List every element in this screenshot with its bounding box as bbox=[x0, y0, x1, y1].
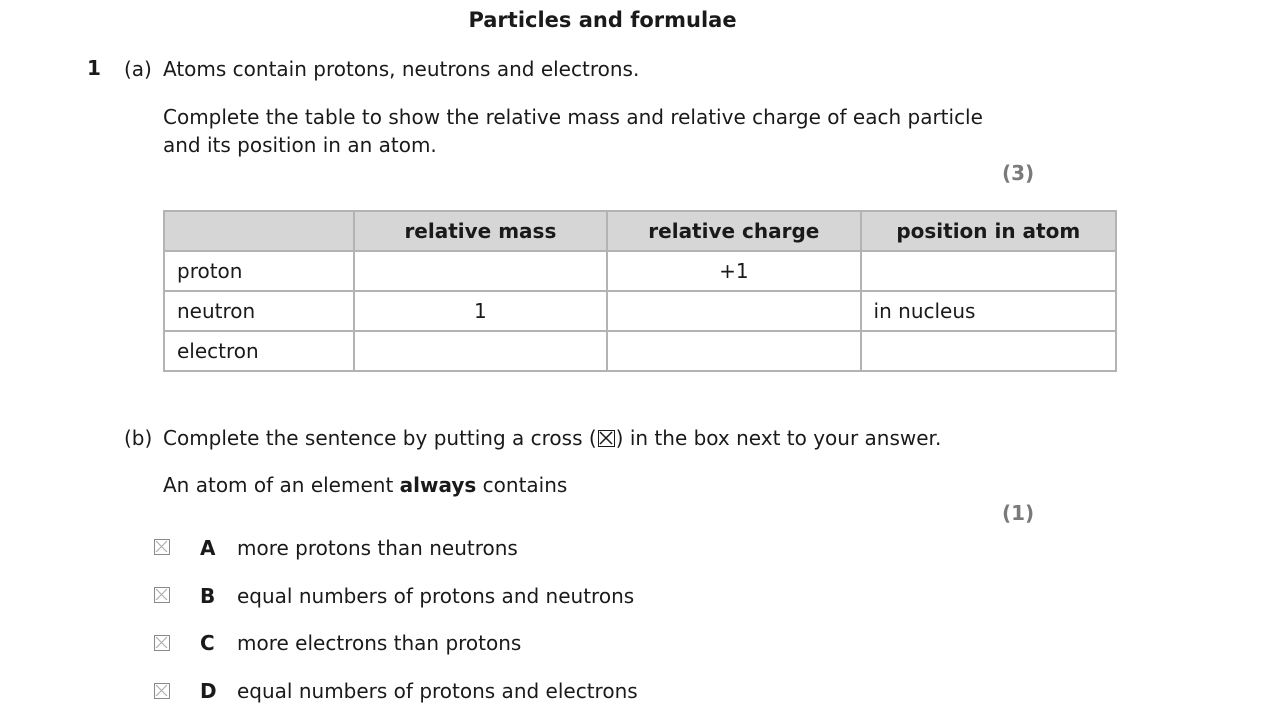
part-b-stem-before: An atom of an element bbox=[163, 473, 400, 497]
cell-proton-position[interactable] bbox=[861, 251, 1116, 291]
option-c-text: more electrons than protons bbox=[237, 631, 522, 655]
part-a-label: (a) bbox=[124, 57, 152, 81]
cell-electron-relative-charge[interactable] bbox=[607, 331, 860, 371]
option-d-checkbox[interactable] bbox=[154, 683, 170, 699]
header-relative-charge: relative charge bbox=[607, 211, 860, 251]
cell-neutron-relative-charge[interactable] bbox=[607, 291, 860, 331]
part-a-instruction-line1: Complete the table to show the relative mass and relative charge of each particle bbox=[163, 105, 983, 129]
part-b-instruction-after: ) in the box next to your answer. bbox=[615, 426, 942, 450]
part-b-stem-bold: always bbox=[399, 473, 477, 497]
table-row bbox=[164, 331, 1116, 371]
part-b-stem bbox=[163, 471, 567, 499]
crossed-box-icon bbox=[598, 430, 615, 447]
part-a-marks: (3) bbox=[1002, 161, 1035, 185]
table-row bbox=[164, 291, 1116, 331]
option-b-checkbox[interactable] bbox=[154, 587, 170, 603]
cell-neutron-relative-mass: 1 bbox=[354, 291, 607, 331]
header-relative-mass: relative mass bbox=[354, 211, 607, 251]
cell-electron-relative-mass[interactable] bbox=[354, 331, 607, 371]
option-b-letter: B bbox=[200, 584, 216, 608]
cell-particle-electron: electron bbox=[164, 331, 354, 371]
particle-table bbox=[163, 210, 1117, 372]
cell-neutron-position: in nucleus bbox=[861, 291, 1116, 331]
option-b-text: equal numbers of protons and neutrons bbox=[237, 584, 635, 608]
part-b-label: (b) bbox=[124, 426, 153, 450]
option-a-letter: A bbox=[200, 536, 216, 560]
table-header-row bbox=[164, 211, 1116, 251]
option-c-checkbox[interactable] bbox=[154, 635, 170, 651]
header-position-in-atom: position in atom bbox=[861, 211, 1116, 251]
part-b-instruction-before: Complete the sentence by putting a cross ( bbox=[163, 426, 597, 450]
cell-particle-neutron: neutron bbox=[164, 291, 354, 331]
question-number: 1 bbox=[87, 56, 101, 80]
option-d-text: equal numbers of protons and electrons bbox=[237, 679, 638, 703]
option-a-checkbox[interactable] bbox=[154, 539, 170, 555]
option-c-letter: C bbox=[200, 631, 215, 655]
cell-particle-proton: proton bbox=[164, 251, 354, 291]
part-b-stem-after: contains bbox=[476, 473, 568, 497]
option-a-text: more protons than neutrons bbox=[237, 536, 518, 560]
part-a-instruction-line2: and its position in an atom. bbox=[163, 133, 437, 157]
part-b-instruction bbox=[163, 424, 941, 452]
page-title: Particles and formulae bbox=[468, 8, 737, 32]
part-b-marks: (1) bbox=[1002, 501, 1035, 525]
cell-electron-position[interactable] bbox=[861, 331, 1116, 371]
cell-proton-relative-charge: +1 bbox=[607, 251, 860, 291]
option-d-letter: D bbox=[200, 679, 217, 703]
part-a-intro: Atoms contain protons, neutrons and electrons. bbox=[163, 57, 640, 81]
table-row bbox=[164, 251, 1116, 291]
cell-proton-relative-mass[interactable] bbox=[354, 251, 607, 291]
header-blank bbox=[164, 211, 354, 251]
